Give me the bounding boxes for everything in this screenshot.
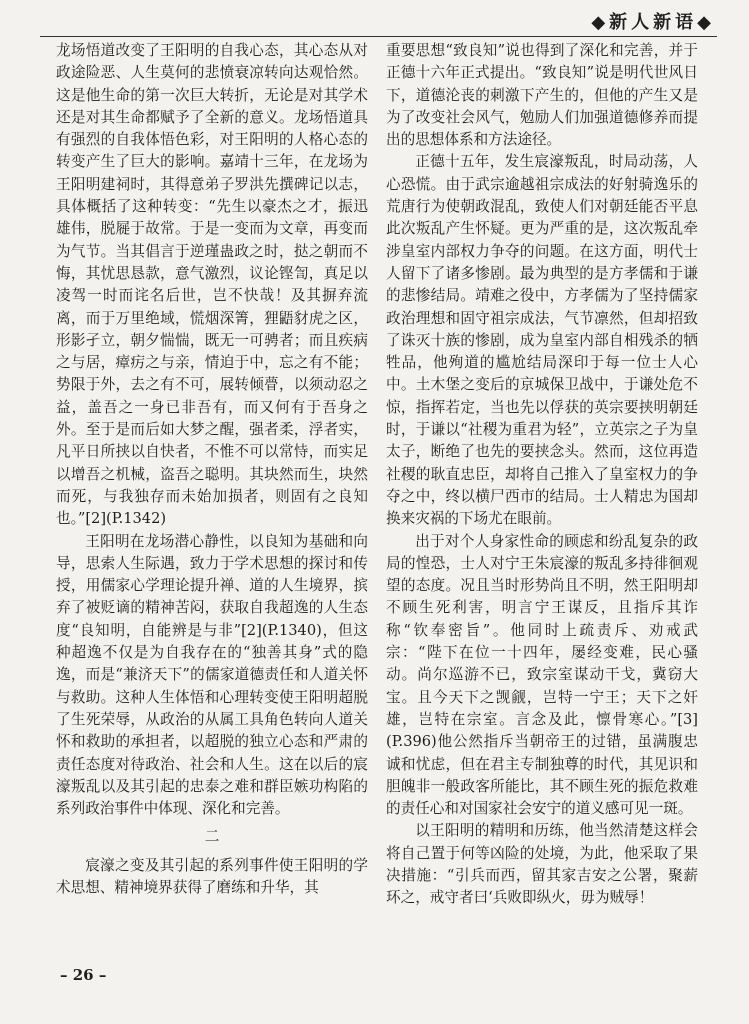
page-header: [0, 6, 749, 36]
column-brand: ◆新人新语◆: [591, 12, 715, 33]
paragraph: 正德十五年，发生宸濠叛乱，时局动荡，人心恐慌。由于武宗逾越祖宗成法的好射骑逸乐的荒唐行为使朝政混乱，致使人们对朝廷能否平息此次叛乱产生怀疑。更为严重的是，这次叛乱牵涉皇室内部权力争夺的问题。在这方面，明代士人留下了诸多惨剧。最为典型的是方孝儒和于谦的悲惨结局。靖难之役中，方孝儒为了坚持儒家政治理想和固守祖宗成法，气节凛然，但却招致了诛灭十族的惨剧，成为皇室内部自相残杀的牺牲品，他殉道的尴尬结局深印于每一位士人心中。土木堡之变后的京城保卫战中，于谦处危不惊，指挥若定，当也先以俘获的英宗要挟明朝廷时，于谦以“社稷为重君为轻”，立英宗之子为皇太子，断绝了也先的要挟念头。然而，这位再造社稷的耿直忠臣，却将自己推入了皇室权力的争夺之中，终以横尸西市的结局。士人精忠为国却换来灾祸的下场尤在眼前。: [386, 153, 698, 528]
left-column: [56, 40, 368, 899]
header-rule: [40, 36, 717, 37]
page-number: – 26 –: [60, 966, 107, 984]
paragraph: 重要思想“致良知”说也得到了深化和完善，并于正德十六年正式提出。“致良知”说是明代世风日下，道德沦丧的刺激下产生的，但他的产生又是为了改变社会风气，勉励人们加强道德修养而提出的思想体系和方法途径。: [386, 42, 698, 149]
paragraph: 宸濠之变及其引起的系列事件使王阳明的学术思想、精神境界获得了磨练和升华，其: [56, 856, 368, 896]
paragraph: 龙场悟道改变了王阳明的自我心态，其心态从对政途险恶、人生莫何的悲愤衰凉转向达观恰然。这是他生命的第一次巨大转折，无论是对其学术还是对其生命都赋予了全新的意义。龙场悟道具有强烈的自我体悟色彩，对王阳明的人格心态的转变产生了巨大的影响。嘉靖十三年，在龙场为王阳明建祠时，其得意弟子罗洪先撰碑记以志，具体概括了这种转变：“先生以豪杰之才，振迅雄伟，脱屣于故常。于是一变而为文章，再变而为气节。当其倡言于逆瑾蛊政之时，挞之朝而不悔，其忧思恳款，意气激烈，议论铿訇，真足以凌驾一时而诧名后世，岂不快哉！及其摒弃流离，而于万里绝域，慌烟深箐，狸鼯豺虎之区，形影孑立，朝夕惴惴，既无一可骋者；而且疾病之与居，瘴疠之与亲，情迫于中，忘之有不能；势限于外，去之有不可，展转倾瞢，以须动忍之益，盖吾之一身已非吾有，而又何有于吾身之外。至于是而后如大梦之醒，强者柔，浮者实，凡平日所挟以自快者，不惟不可以常恃，而实足以增吾之机械，盗吾之聪明。其块然而生，块然而死，与我独存而未始加损者，则固有之良知也。”[2](P.1342): [56, 42, 368, 528]
right-column: [386, 40, 698, 910]
section-number: 二: [204, 828, 220, 846]
paragraph: 出于对个人身家性命的顾虑和纷乱复杂的政局的惶恐，士人对宁王朱宸濠的叛乱多持徘徊观望的态度。况且当时形势尚且不明，然王阳明却不顾生死利害，明言宁王谋反，且指斥其诈称“钦奉密旨”。他同时上疏责斥、劝戒武宗：“陛下在位一十四年，屡经变难，民心骚动。尚尔巡游不已，致宗室谋动干戈，冀窃大宝。且今天下之觊觎，岂特一宁王；天下之奸雄，岂特在宗室。言念及此，懔骨寒心。”[3](P.396)他公然指斥当朝帝王的过错，虽满腹忠诚和忧虑，但在君主专制独尊的时代，其见识和胆魄非一般政客所能比，其不顾生死的振危救难的责任心和对国家社会安宁的道义感可见一斑。: [386, 532, 698, 818]
paragraph: 王阳明在龙场潜心静性，以良知为基础和向导，思索人生际遇，致力于学术思想的探讨和传授，用儒家心学理论提升禅、道的人生境界，摈弃了被贬谪的精神苦闷，获取自我超逸的人生态度“良知明，自能辨是与非”[2](P.1340)，但这种超逸不仅是为自我存在的“独善其身”式的隐逸，而是“兼济天下”的儒家道德责任和人道关怀与救助。这种人生体悟和心理转变使王阳明超脱了生死荣辱，从政治的从属工具角色转向人道关怀和救助的承担者，以超脱的独立心态和严肃的责任态度对待政治、社会和人生。这在以后的宸濠叛乱以及其引起的忠泰之难和群臣嫉功构陷的系列政治事件中体现、深化和完善。: [56, 532, 368, 818]
paragraph: 以王阳明的精明和历练，他当然清楚这样会将自己置于何等凶险的处境，为此，他采取了果决措施：“引兵而西，留其家吉安之公署，聚薪环之，戒守者曰‘兵败即纵火，毋为贼辱！: [386, 822, 698, 907]
